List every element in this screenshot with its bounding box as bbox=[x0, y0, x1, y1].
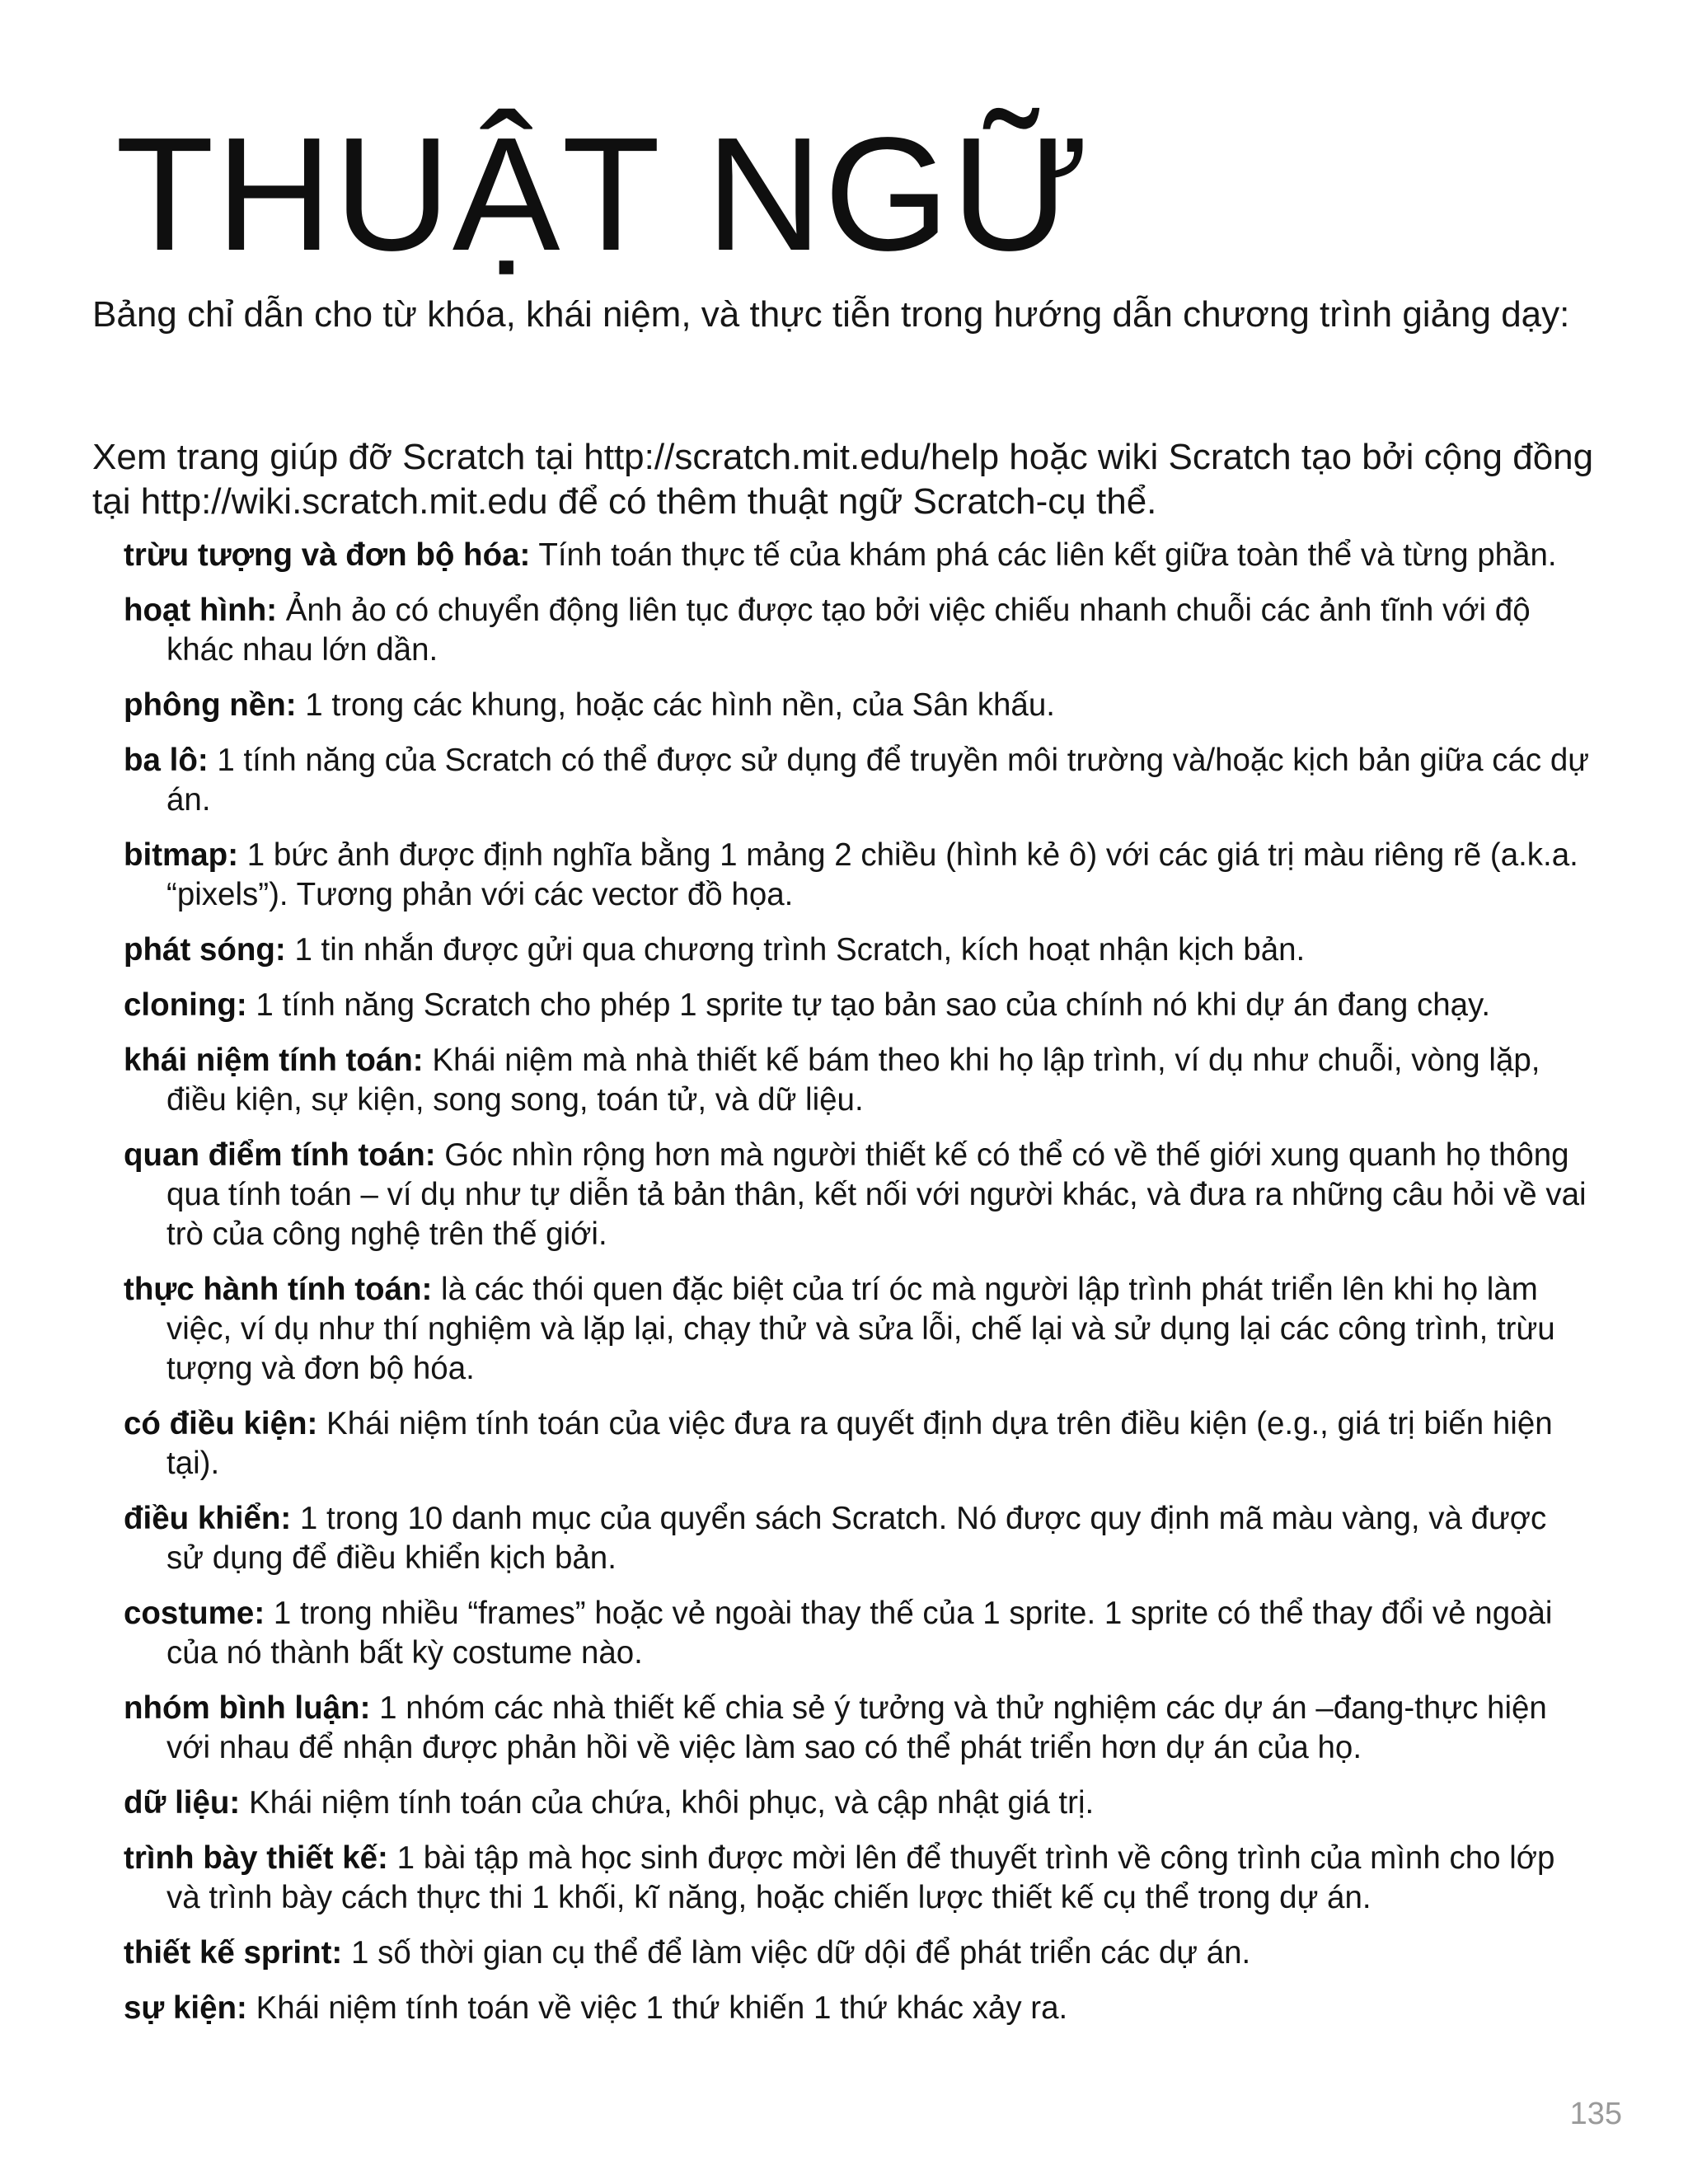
glossary-term: sự kiện: bbox=[124, 1990, 247, 2026]
glossary-entry bbox=[124, 1041, 1591, 1120]
glossary-term: trình bày thiết kế: bbox=[124, 1840, 388, 1876]
glossary-term: ba lô: bbox=[124, 743, 209, 778]
glossary-definition: 1 tin nhắn được gửi qua chương trình Scratch, kích hoạt nhận kịch bản. bbox=[294, 932, 1306, 968]
glossary-definition: 1 bức ảnh được định nghĩa bằng 1 mảng 2 chiều (hình kẻ ô) với các giá trị màu riêng rẽ (a.k.a. “pixels”). Tương phản với các vector đồ họa. bbox=[166, 837, 1578, 912]
glossary-definition: Góc nhìn rộng hơn mà người thiết kế có thể có về thế giới xung quanh họ thông qua tính toán – ví dụ như tự diễn tả bản thân, kết nối với người khác, và đưa ra những câu hỏi về vai trò của công nghệ trên thế giới. bbox=[166, 1137, 1587, 1252]
glossary-term: costume: bbox=[124, 1596, 265, 1631]
glossary-term: hoạt hình: bbox=[124, 593, 278, 628]
glossary-definition: 1 nhóm các nhà thiết kế chia sẻ ý tưởng và thử nghiệm các dự án –đang-thực hiện với nhau để nhận được phản hồi về việc làm sao có thể phát triển hơn dự án của họ. bbox=[166, 1690, 1547, 1765]
glossary-definition: 1 tính năng của Scratch có thể được sử dụng để truyền môi trường và/hoặc kịch bản giữa các dự án. bbox=[166, 743, 1590, 818]
glossary-entry bbox=[124, 836, 1591, 915]
glossary-entry bbox=[124, 1404, 1591, 1483]
glossary-definition: 1 trong nhiều “frames” hoặc vẻ ngoài thay thế của 1 sprite. 1 sprite có thể thay đổi vẻ ngoài của nó thành bất kỳ costume nào. bbox=[166, 1596, 1553, 1671]
glossary-entry bbox=[124, 1270, 1591, 1389]
glossary-definition: 1 tính năng Scratch cho phép 1 sprite tự tạo bản sao của chính nó khi dự án đang chạy. bbox=[256, 987, 1491, 1023]
glossary-term: khái niệm tính toán: bbox=[124, 1043, 424, 1078]
glossary-entry bbox=[124, 1783, 1591, 1823]
glossary-definition: Tính toán thực tế của khám phá các liên kết giữa toàn thể và từng phần. bbox=[538, 537, 1557, 573]
glossary-definition: Khái niệm tính toán của việc đưa ra quyết định dựa trên điều kiện (e.g., giá trị biến hiện tại). bbox=[166, 1406, 1553, 1481]
glossary-definition: 1 bài tập mà học sinh được mời lên để thuyết trình về công trình của mình cho lớp và trình bày cách thực thi 1 khối, kĩ năng, hoặc chiến lược thiết kế cụ thể trong dự án. bbox=[166, 1840, 1555, 1915]
glossary-entry bbox=[124, 1136, 1591, 1254]
intro-paragraph-1: Bảng chỉ dẫn cho từ khóa, khái niệm, và thực tiễn trong hướng dẫn chương trình giảng dạy: bbox=[92, 294, 1570, 335]
glossary-entry bbox=[124, 1933, 1591, 1973]
glossary-definition: là các thói quen đặc biệt của trí óc mà người lập trình phát triển lên khi họ làm việc, ví dụ như thí nghiệm và lặp lại, chạy thử và sửa lỗi, chế lại và sử dụng lại các công trình, trừu tượng và đơn bộ hóa. bbox=[166, 1272, 1555, 1386]
glossary-entry bbox=[124, 1989, 1591, 2028]
glossary-definition: Ảnh ảo có chuyển động liên tục được tạo bởi việc chiếu nhanh chuỗi các ảnh tĩnh với độ khác nhau lớn dần. bbox=[166, 593, 1531, 668]
intro-paragraph-2: Xem trang giúp đỡ Scratch tại http://scratch.mit.edu/help hoặc wiki Scratch tạo bởi cộng đồng tại http://wiki.scratch.mit.edu để có thêm thuật ngữ Scratch-cụ thể. bbox=[92, 437, 1594, 522]
glossary-entry bbox=[124, 686, 1591, 725]
glossary-term: phát sóng: bbox=[124, 932, 286, 968]
glossary-term: bitmap: bbox=[124, 837, 239, 873]
glossary-term: có điều kiện: bbox=[124, 1406, 318, 1441]
glossary-term: cloning: bbox=[124, 987, 247, 1023]
glossary-definition: 1 trong các khung, hoặc các hình nền, của Sân khấu. bbox=[305, 687, 1055, 723]
glossary-definition: 1 trong 10 danh mục của quyển sách Scratch. Nó được quy định mã màu vàng, và được sử dụng để điều khiển kịch bản. bbox=[166, 1501, 1547, 1576]
glossary-term: dữ liệu: bbox=[124, 1785, 241, 1821]
glossary-term: điều khiển: bbox=[124, 1501, 292, 1536]
glossary-entry bbox=[124, 1839, 1591, 1918]
glossary-entry bbox=[124, 986, 1591, 1025]
glossary-term: nhóm bình luận: bbox=[124, 1690, 371, 1726]
glossary-term: quan điểm tính toán: bbox=[124, 1137, 436, 1173]
glossary-entry bbox=[124, 591, 1591, 670]
glossary-entry bbox=[124, 1594, 1591, 1673]
glossary-entry bbox=[124, 536, 1591, 575]
glossary-definition: Khái niệm tính toán về việc 1 thứ khiến 1 thứ khác xảy ra. bbox=[256, 1990, 1068, 2026]
glossary-entry bbox=[124, 1499, 1591, 1578]
glossary-term: thực hành tính toán: bbox=[124, 1272, 433, 1307]
glossary-list bbox=[124, 536, 1591, 2044]
page-title: THUẬT NGỮ bbox=[115, 104, 1091, 284]
glossary-entry bbox=[124, 930, 1591, 970]
glossary-definition: 1 số thời gian cụ thể để làm việc dữ dội để phát triển các dự án. bbox=[350, 1935, 1251, 1971]
glossary-definition: Khái niệm mà nhà thiết kế bám theo khi họ lập trình, ví dụ như chuỗi, vòng lặp, điều kiện, sự kiện, song song, toán tử, và dữ liệu. bbox=[166, 1043, 1540, 1118]
glossary-term: phông nền: bbox=[124, 687, 297, 723]
page-number: 135 bbox=[1569, 2097, 1622, 2131]
glossary-term: trừu tượng và đơn bộ hóa: bbox=[124, 537, 531, 573]
glossary-entry bbox=[124, 741, 1591, 820]
glossary-term: thiết kế sprint: bbox=[124, 1935, 343, 1971]
glossary-entry bbox=[124, 1689, 1591, 1768]
glossary-definition: Khái niệm tính toán của chứa, khôi phục, và cập nhật giá trị. bbox=[248, 1785, 1095, 1821]
